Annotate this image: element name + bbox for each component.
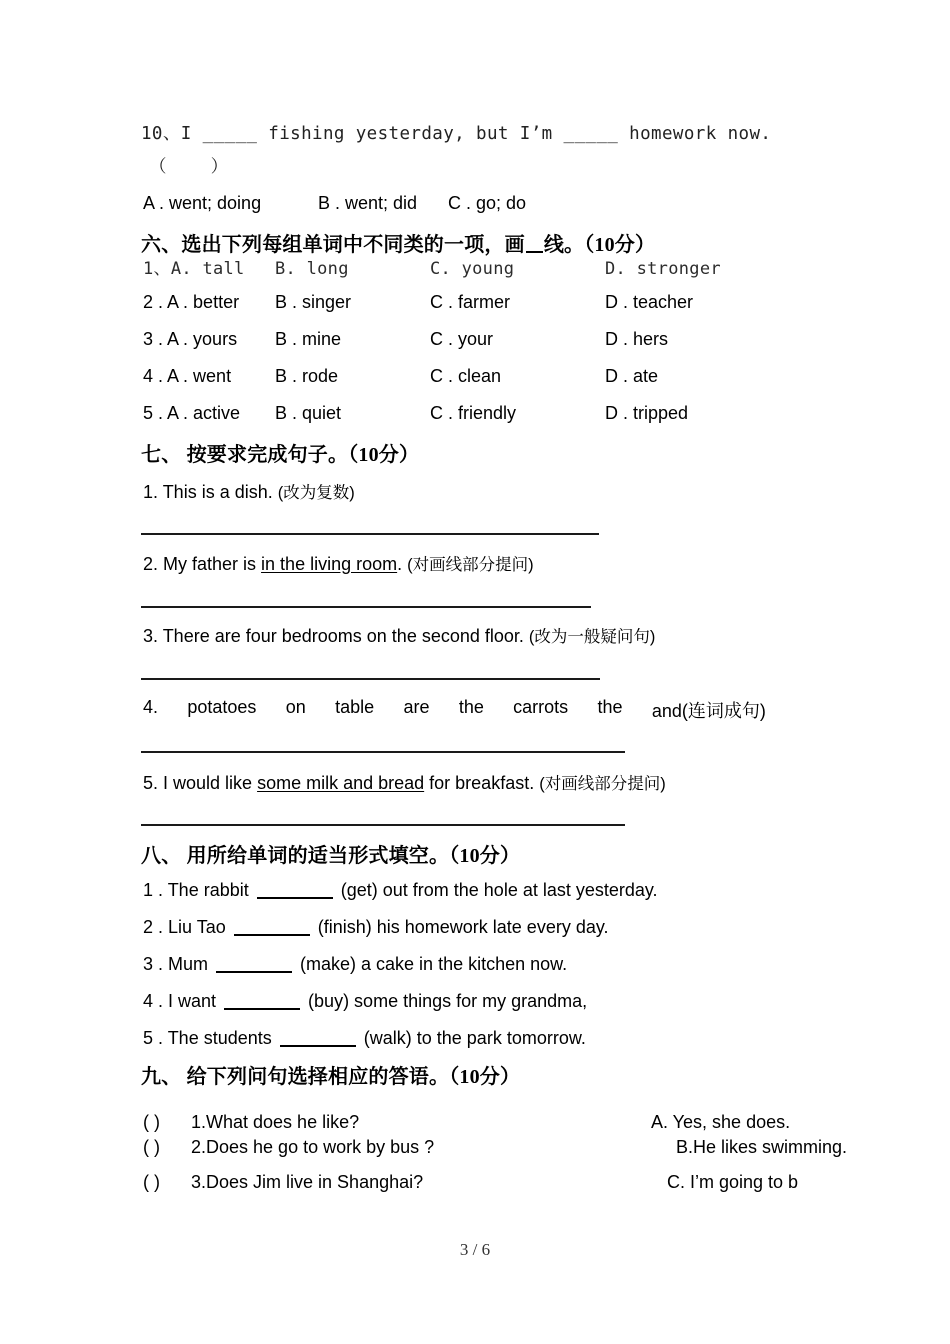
s7-q3-text: 3. There are four bedrooms on the second floor. xyxy=(143,626,529,646)
s8-r4-pre: 4 . I want xyxy=(143,991,222,1011)
s8-r4-blank[interactable] xyxy=(224,1008,300,1010)
row-1-option-b[interactable]: B. long xyxy=(275,259,349,279)
section-9-heading: 九、 给下列问句选择相应的答语。（10分） xyxy=(141,1066,521,1088)
section-6-row-1 xyxy=(143,254,833,279)
section-7-question-2 xyxy=(143,551,534,575)
section-7-heading: 七、 按要求完成句子。（10分） xyxy=(141,444,420,466)
s9-q3-text: 3.Does Jim live in Shanghai? xyxy=(191,1172,424,1192)
section-8-row-3 xyxy=(143,954,567,975)
row-2-option-d[interactable]: D . teacher xyxy=(605,292,694,312)
row-2-a-label: A . better xyxy=(167,292,240,312)
section-7-question-5 xyxy=(143,770,666,794)
section-7-question-3 xyxy=(143,623,655,647)
section-9-answer-a[interactable]: A. Yes, she does. xyxy=(651,1112,791,1132)
row-4-number: 4 . xyxy=(143,366,164,386)
section-7-answer-line-1[interactable] xyxy=(141,533,599,535)
s7-q4-word-4: the xyxy=(458,697,484,717)
s8-r3-blank[interactable] xyxy=(216,971,292,973)
section-8-row-4 xyxy=(143,991,587,1012)
section-7-answer-line-5[interactable] xyxy=(141,824,625,826)
s9-q2-bracket[interactable]: ( ) xyxy=(143,1137,160,1157)
section-6-heading xyxy=(141,228,655,257)
s9-q1-bracket[interactable]: ( ) xyxy=(143,1112,160,1132)
s8-r3-pre: 3 . Mum xyxy=(143,954,214,974)
page-number-footer: 3 / 6 xyxy=(459,1240,491,1259)
section-6-row-4 xyxy=(143,366,833,387)
s7-q4-word-1: on xyxy=(285,697,306,717)
row-5-option-b[interactable]: B . quiet xyxy=(275,403,342,423)
row-3-option-c[interactable]: C . your xyxy=(430,329,494,349)
s7-q4-word-7: and(连词成句) xyxy=(651,701,766,721)
s8-r2-pre: 2 . Liu Tao xyxy=(143,917,231,937)
s7-q4-word-2: table xyxy=(335,697,375,717)
row-2-option-c[interactable]: C . farmer xyxy=(430,292,511,312)
section-6-row-2 xyxy=(143,292,833,313)
s7-q4-word-row xyxy=(143,697,766,723)
section-6-heading-part1: 六、选出下列每组单词中不同类的一项，画 xyxy=(141,234,525,256)
s7-q1-note: (改为复数) xyxy=(277,484,355,502)
row-5-option-a[interactable] xyxy=(143,403,275,424)
s7-q2-note: (对画线部分提问) xyxy=(407,556,534,574)
row-4-a-label: A . went xyxy=(167,366,232,386)
s7-q5-note: (对画线部分提问) xyxy=(539,775,666,793)
question-10-option-a[interactable]: A . went; doing xyxy=(143,193,262,213)
row-5-option-c[interactable]: C . friendly xyxy=(430,403,517,423)
section-8-row-5 xyxy=(143,1028,586,1049)
row-3-option-d[interactable]: D . hers xyxy=(605,329,669,349)
s9-q1-text: 1.What does he like? xyxy=(191,1112,360,1132)
s8-r5-blank[interactable] xyxy=(280,1045,356,1047)
section-8-row-2 xyxy=(143,917,609,938)
section-7-answer-line-3[interactable] xyxy=(141,678,600,680)
question-10-stem: 10、I _____ fishing yesterday, but I’m _____ homework now. xyxy=(141,124,772,144)
row-3-number: 3 . xyxy=(143,329,164,349)
section-9-question-3 xyxy=(143,1172,423,1193)
row-1-option-a[interactable] xyxy=(143,254,275,279)
row-1-a-label: A. tall xyxy=(170,259,245,279)
row-5-option-d[interactable]: D . tripped xyxy=(605,403,689,423)
section-7-question-4 xyxy=(143,697,788,723)
s9-q2-text: 2.Does he go to work by bus ? xyxy=(191,1137,435,1157)
section-6-row-5 xyxy=(143,403,833,424)
row-3-option-a[interactable] xyxy=(143,329,275,350)
s7-q2-post: . xyxy=(397,554,408,574)
row-4-option-b[interactable]: B . rode xyxy=(275,366,339,386)
row-4-option-c[interactable]: C . clean xyxy=(430,366,502,386)
section-8-heading: 八、 用所给单词的适当形式填空。（10分） xyxy=(141,845,521,867)
question-10-answer-bracket: （ ） xyxy=(149,157,229,177)
section-9-answer-b[interactable]: B.He likes swimming. xyxy=(676,1137,848,1157)
s7-q4-word-6: the xyxy=(597,697,623,717)
s7-q5-pre: 5. I would like xyxy=(143,773,258,793)
s7-q5-underlined: some milk and bread xyxy=(257,773,425,793)
row-5-number: 5 . xyxy=(143,403,164,423)
row-5-a-label: A . active xyxy=(167,403,241,423)
s7-q4-number: 4. xyxy=(143,697,159,717)
s7-q4-word-0: potatoes xyxy=(187,697,257,717)
s8-r1-post: (get) out from the hole at last yesterday. xyxy=(335,880,658,900)
section-8-row-1 xyxy=(143,880,658,901)
question-10-option-b[interactable]: B . went; did xyxy=(318,193,418,213)
section-7-answer-line-4[interactable] xyxy=(141,751,625,753)
row-2-option-a[interactable] xyxy=(143,292,275,313)
s7-q1-text: 1. This is a dish. xyxy=(143,482,278,502)
s8-r2-post: (finish) his homework late every day. xyxy=(312,917,609,937)
section-7-answer-line-2[interactable] xyxy=(141,606,591,608)
s8-r1-blank[interactable] xyxy=(257,897,333,899)
row-1-option-c[interactable]: C. young xyxy=(430,259,515,279)
row-4-option-d[interactable]: D . ate xyxy=(605,366,659,386)
s8-r5-post: (walk) to the park tomorrow. xyxy=(358,1028,586,1048)
question-10-option-c[interactable]: C . go; do xyxy=(448,193,527,213)
row-3-option-b[interactable]: B . mine xyxy=(275,329,342,349)
s7-q4-word-5: carrots xyxy=(513,697,569,717)
s7-q2-underlined: in the living room xyxy=(261,554,398,574)
s7-q5-post: for breakfast. xyxy=(424,773,540,793)
s7-q2-pre: 2. My father is xyxy=(143,554,262,574)
row-1-option-d[interactable]: D. stronger xyxy=(605,259,721,279)
heading-underline-mark xyxy=(526,251,543,253)
s8-r2-blank[interactable] xyxy=(234,934,310,936)
question-10-options xyxy=(143,193,526,214)
section-9-question-2 xyxy=(143,1137,434,1158)
s8-r3-post: (make) a cake in the kitchen now. xyxy=(295,954,568,974)
section-9-question-1 xyxy=(143,1112,359,1133)
row-3-a-label: A . yours xyxy=(167,329,238,349)
section-7-question-1 xyxy=(143,479,355,503)
row-2-number: 2 . xyxy=(143,292,164,312)
s9-q3-bracket[interactable]: ( ) xyxy=(143,1172,160,1192)
s8-r5-pre: 5 . The students xyxy=(143,1028,277,1048)
section-9-answer-c[interactable]: C. I’m going to b xyxy=(667,1172,799,1192)
row-1-number: 1、 xyxy=(143,259,171,279)
row-4-option-a[interactable] xyxy=(143,366,275,387)
s8-r1-pre: 1 . The rabbit xyxy=(143,880,254,900)
s7-q3-note: (改为一般疑问句) xyxy=(528,628,656,646)
section-6-row-3 xyxy=(143,329,833,350)
section-6-heading-part2: 线。（10分） xyxy=(543,234,656,256)
s7-q4-word-3: are xyxy=(403,697,430,717)
s8-r4-post: (buy) some things for my grandma, xyxy=(303,991,588,1011)
row-2-option-b[interactable]: B . singer xyxy=(275,292,352,312)
